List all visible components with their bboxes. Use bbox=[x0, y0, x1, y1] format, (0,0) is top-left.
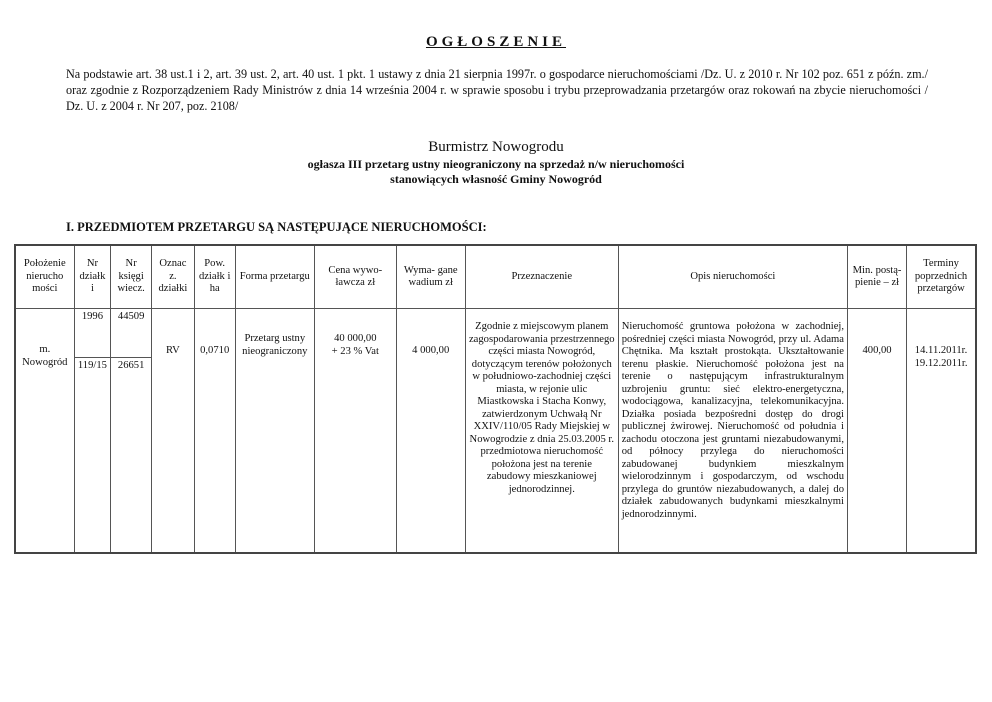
cell-location: m. Nowogród bbox=[15, 309, 74, 554]
cell-description: Nieruchomość gruntowa położona w zachodniej, pośredniej części miasta Nowogród, przy ul. Adama Chętnika. Ma kształt prostokąta. Ukształtowanie terenu płaskie. Nieruchomość położona jest na terenie o następującym infrastrukturalnym uzbrojeniu gruntu: sieć elektro-energetyczna, wodociągowa, kanalizacyjna, telekomunikacyjna. Działka posiada bezpośredni dostęp do drogi publicznej żwirowej. Nieruchomość od południa i zachodu otoczona jest gruntami niezabudowanymi, od północy przylega do nieruchomości zabudowanej budynkiem mieszkalnym wielorodzinnym i gospodarczym, od wschodu przylega do gruntów niezabudowanych, a dalej do działek zabudowanych budynkami mieszkalnymi jednorodzinnymi. bbox=[618, 309, 847, 554]
announcement-line-1: ogłasza III przetarg ustny nieograniczony na sprzedaż n/w nieruchomości bbox=[307, 157, 685, 171]
cell-min-increment: 400,00 bbox=[848, 309, 907, 554]
cell-plot-no-2: 119/15 bbox=[74, 358, 111, 554]
cell-tender-form: Przetarg ustny nieograniczony bbox=[235, 309, 314, 554]
header-min-increment: Min. postą- pienie – zł bbox=[848, 245, 907, 309]
header-tender-form: Forma przetargu bbox=[235, 245, 314, 309]
section-heading: I. PRZEDMIOTEM PRZETARGU SĄ NASTĘPUJĄCE NIERUCHOMOŚCI: bbox=[66, 220, 487, 234]
cell-previous-dates: 14.11.2011r. 19.12.2011r. bbox=[907, 309, 976, 554]
header-purpose: Przeznaczenie bbox=[465, 245, 618, 309]
header-deposit: Wyma- gane wadium zł bbox=[396, 245, 465, 309]
header-plot-no: Nr działk i bbox=[74, 245, 111, 309]
cell-book-no-2: 26651 bbox=[111, 358, 152, 554]
cell-purpose: Zgodnie z miejscowym planem zagospodarowania przestrzennego części miasta Nowogród, dotyczącym terenów położonych w południowo-zachodniej części miasta, w rejonie ulic Miastkowska i Stacha Konwy, zatwierdzonym Uchwałą Nr XXIV/110/05 Rady Miejskiej w Nowogrodzie z dnia 25.03.2005 r. przedmiotowa nieruchomość położona jest na terenie zabudowy mieszkaniowej jednorodzinnej. bbox=[465, 309, 618, 554]
header-plot-mark: Oznac z. działki bbox=[152, 245, 195, 309]
table-row bbox=[15, 309, 976, 358]
header-description: Opis nieruchomości bbox=[618, 245, 847, 309]
header-area: Pow. działk i ha bbox=[194, 245, 235, 309]
announcement-line-2: stanowiących własność Gminy Nowogród bbox=[390, 172, 602, 186]
legal-basis-paragraph: Na podstawie art. 38 ust.1 i 2, art. 39 ust. 2, art. 40 ust. 1 pkt. 1 ustawy z dnia 21 sierpnia 1997r. o gospodarce nieruchomościami /Dz. U. z 2010 r. Nr 102 poz. 651 z późn. zm./ oraz zgodnie z Rozporządzeniem Rady Ministrów z dnia 14 września 2004 r. w sprawie sposobu i trybu przeprowadzania przetargów oraz rokowań na zbycie nieruchomości / Dz. U. z 2004 r. Nr 207, poz. 2108/ bbox=[66, 67, 928, 113]
cell-area: 0,0710 bbox=[194, 309, 235, 554]
header-price: Cena wywo- ławcza zł bbox=[315, 245, 397, 309]
property-table bbox=[14, 244, 977, 554]
table-header-row bbox=[15, 245, 976, 309]
cell-plot-no-1: 1996 bbox=[74, 309, 111, 358]
cell-plot-mark: RV bbox=[152, 309, 195, 554]
mayor-heading: Burmistrz Nowogrodu bbox=[428, 139, 564, 155]
header-book-no: Nr księgi wiecz. bbox=[111, 245, 152, 309]
header-location: Położenie nierucho mości bbox=[15, 245, 74, 309]
cell-book-no-1: 44509 bbox=[111, 309, 152, 358]
announcement-subheading bbox=[0, 157, 992, 187]
document-title: OGŁOSZENIE bbox=[425, 34, 567, 50]
cell-deposit: 4 000,00 bbox=[396, 309, 465, 554]
cell-price: 40 000,00 + 23 % Vat bbox=[315, 309, 397, 554]
header-previous-dates: Terminy poprzednich przetargów bbox=[907, 245, 976, 309]
